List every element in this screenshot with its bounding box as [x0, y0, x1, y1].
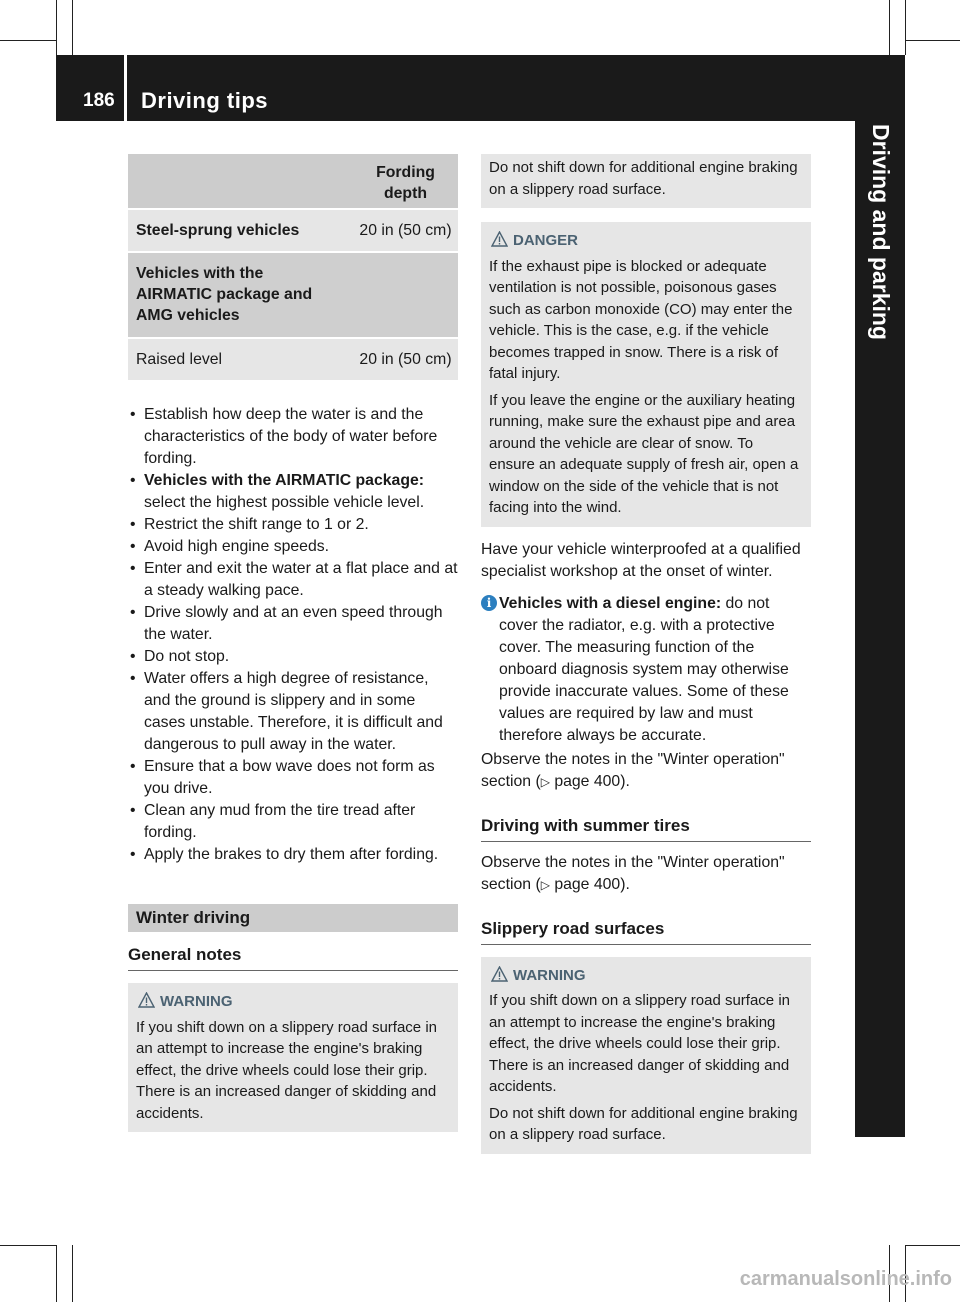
list-item: • Vehicles with the AIRMATIC package: select the highest possible vehicle level. [128, 470, 458, 514]
fording-depth-table [128, 154, 458, 380]
crop-mark [905, 0, 906, 55]
crop-mark [72, 1245, 73, 1302]
warning-triangle-icon [491, 966, 508, 982]
list-item: • Apply the brakes to dry them after fording. [128, 844, 458, 866]
list-item: • Avoid high engine speeds. [128, 536, 458, 558]
list-item: • Enter and exit the water at a flat place and at a steady walking pace. [128, 558, 458, 602]
table-cell: Vehicles with the AIRMATIC package and AMG vehicles [128, 253, 345, 337]
warning-heading: WARNING [136, 991, 450, 1013]
crop-mark [0, 1245, 56, 1246]
header-divider [124, 55, 127, 121]
table-cell [345, 253, 458, 337]
crop-mark [0, 40, 56, 41]
crop-mark [905, 40, 960, 41]
list-item: • Do not stop. [128, 646, 458, 668]
table-row [128, 210, 458, 251]
warning-triangle-icon [491, 231, 508, 247]
danger-heading: DANGER [489, 230, 803, 252]
table-cell: 20 in (50 cm) [345, 210, 458, 251]
warning-triangle-icon [138, 992, 155, 1008]
note-box: Do not shift down for additional engine braking on a slippery road surface. [481, 154, 811, 208]
crop-mark [56, 1245, 57, 1302]
warning-box [481, 957, 811, 1154]
warning-box [128, 983, 458, 1132]
table-row [128, 253, 458, 337]
list-item: • Ensure that a bow wave does not form as you drive. [128, 756, 458, 800]
warning-text: Do not shift down for additional engine braking on a slippery road surface. [489, 1104, 798, 1143]
info-paragraph: i Vehicles with a diesel engine: do not cover the radiator, e.g. with a protective cover. The measuring function of the onboard diagnosis system may otherwise provide inaccurate values. Some of these values are required by law and must therefore always be accurate. [481, 593, 811, 747]
paragraph: Observe the notes in the "Winter operation" section (▷ page 400). [481, 853, 785, 893]
list-item: • Drive slowly and at an even speed through the water. [128, 602, 458, 646]
table-header-row [128, 154, 458, 208]
list-item: • Establish how deep the water is and the characteristics of the body of water before fording. [128, 404, 458, 470]
subsection-heading: Slippery road surfaces [481, 918, 811, 945]
crop-mark [905, 1245, 960, 1246]
info-icon: i [481, 595, 497, 611]
fording-instructions-list [128, 404, 458, 866]
left-column [128, 154, 458, 1132]
subsection-heading: Driving with summer tires [481, 815, 811, 842]
paragraph: Have your vehicle winterproofed at a qualified specialist workshop at the onset of winter. [481, 540, 801, 580]
page-reference-arrow-icon: ▷ [540, 774, 550, 789]
table-header-cell: Fording depth [345, 154, 458, 208]
page-reference-arrow-icon: ▷ [540, 877, 550, 892]
page-number: 186 [83, 90, 115, 111]
watermark: carmanualsonline.info [739, 1268, 952, 1290]
table-cell: 20 in (50 cm) [345, 339, 458, 380]
paragraph: Observe the notes in the "Winter operation" section (▷ page 400). [481, 750, 785, 790]
danger-box [481, 222, 811, 527]
warning-text: If you shift down on a slippery road surface in an attempt to increase the engine's braking effect, the drive wheels could lose their grip. There is an increased danger of skidding and accidents. [489, 992, 790, 1095]
crop-mark [72, 0, 73, 55]
table-row [128, 339, 458, 380]
list-item: • Restrict the shift range to 1 or 2. [128, 514, 458, 536]
table-header-cell [128, 154, 345, 208]
danger-text: If the exhaust pipe is blocked or adequate ventilation is not possible, poisonous gases such as carbon monoxide (CO) may enter the vehicle. This is the case, e.g. if the vehicle becomes trapped in snow. There is a risk of fatal injury. [489, 257, 793, 382]
table-cell: Steel-sprung vehicles [128, 210, 345, 251]
list-item: • Clean any mud from the tire tread after fording. [128, 800, 458, 844]
side-tab-label: Driving and parking [868, 124, 894, 340]
crop-mark [889, 0, 890, 55]
section-heading: Winter driving [128, 904, 458, 932]
crop-mark [56, 0, 57, 55]
subsection-heading: General notes [128, 944, 458, 971]
warning-heading: WARNING [489, 965, 803, 987]
list-item: • Water offers a high degree of resistance, and the ground is slippery and in some cases unstable. Therefore, it is difficult and dangerous to pull away in the water. [128, 668, 458, 756]
page-title: Driving tips [141, 88, 269, 113]
table-cell: Raised level [128, 339, 345, 380]
right-column [481, 154, 811, 1154]
warning-text: If you shift down on a slippery road surface in an attempt to increase the engine's braking effect, the drive wheels could lose their grip. There is an increased danger of skidding and accidents. [136, 1018, 437, 1122]
danger-text: If you leave the engine or the auxiliary heating running, make sure the exhaust pipe and area around the vehicle are clear of snow. To ensure an adequate supply of fresh air, open a window on the side of the vehicle that is not facing into the wind. [489, 391, 799, 516]
